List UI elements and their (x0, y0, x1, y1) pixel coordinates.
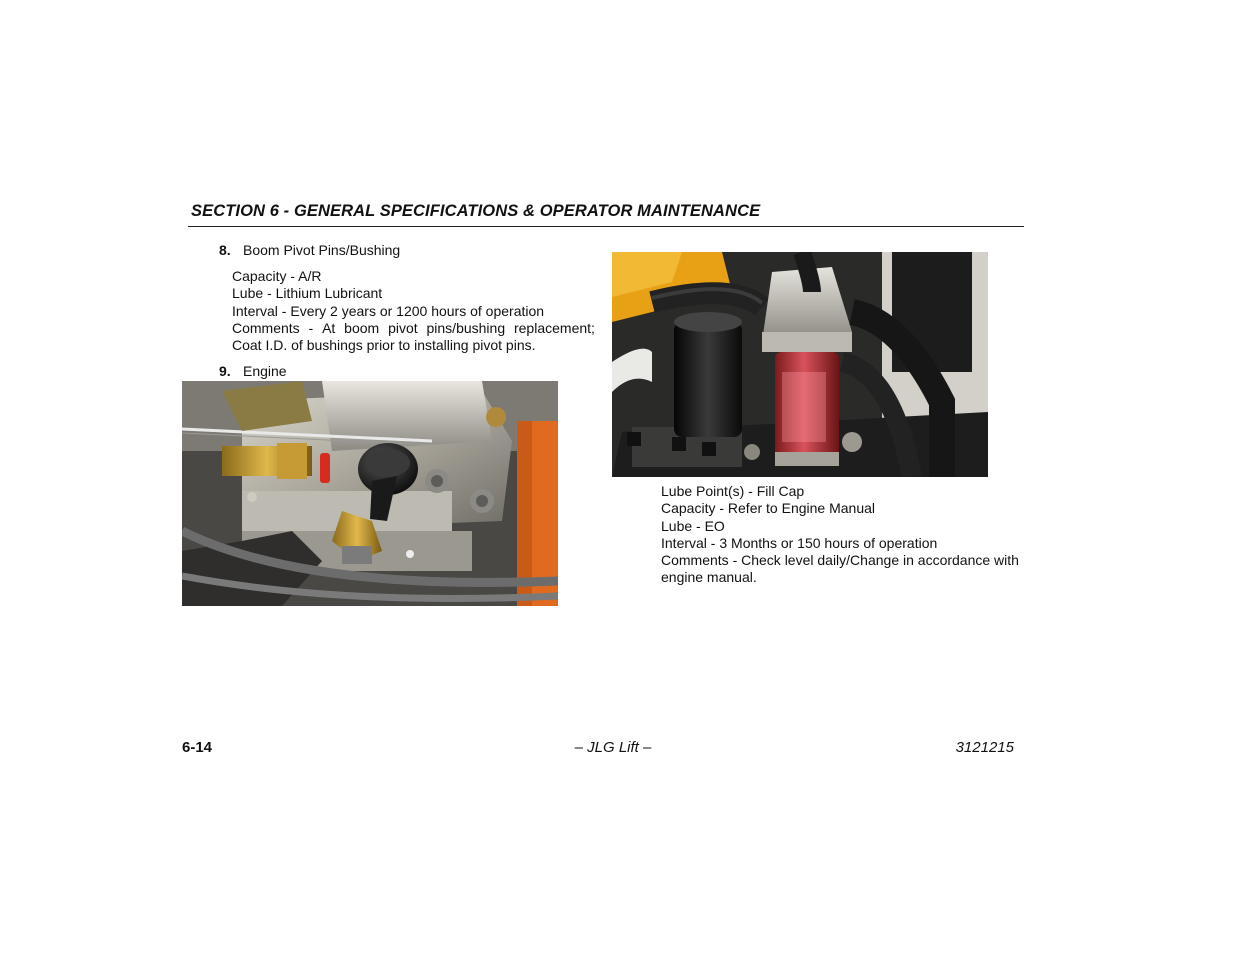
engine-fill-cap-illustration (182, 381, 558, 606)
item-9-details (661, 483, 1019, 587)
fuel-filter-photo (612, 252, 988, 477)
item-9-lube-points: Lube Point(s) - Fill Cap (661, 483, 805, 499)
item-8-capacity: Capacity - A/R (232, 268, 322, 284)
item-8-details (232, 268, 595, 354)
header-rule (188, 226, 1024, 227)
document-number: 3121215 (955, 739, 1014, 756)
item-9-lube: Lube - EO (661, 517, 725, 534)
item-9-heading (219, 363, 287, 379)
engine-fill-cap-photo (182, 381, 558, 606)
footer-center: – JLG Lift – (574, 739, 652, 756)
item-9-capacity: Capacity - Refer to Engine Manual (661, 500, 875, 517)
item-8-comments-line-2: Coat I.D. of bushings prior to installing pivot pins. (232, 337, 536, 354)
fuel-filter-illustration (612, 252, 988, 477)
item-9-number: 9. (219, 363, 231, 379)
item-9-comments-line-1: Comments - Check level daily/Change in accordance with (661, 552, 1019, 569)
item-9-comments-line-2: engine manual. (661, 569, 757, 586)
item-8-comments-line-1: Comments - At boom pivot pins/bushing replacement; (232, 319, 595, 336)
item-9-interval: Interval - 3 Months or 150 hours of operation (661, 534, 938, 551)
section-title: SECTION 6 - GENERAL SPECIFICATIONS & OPERATOR MAINTENANCE (191, 202, 761, 220)
item-8-title: Boom Pivot Pins/Bushing (243, 242, 401, 258)
item-8-lube: Lube - Lithium Lubricant (232, 285, 383, 302)
item-8-heading (219, 242, 400, 258)
item-8-interval: Interval - Every 2 years or 1200 hours of operation (232, 302, 545, 319)
page-number: 6-14 (182, 739, 213, 756)
item-8-number: 8. (219, 242, 231, 258)
item-9-title: Engine (243, 363, 287, 379)
